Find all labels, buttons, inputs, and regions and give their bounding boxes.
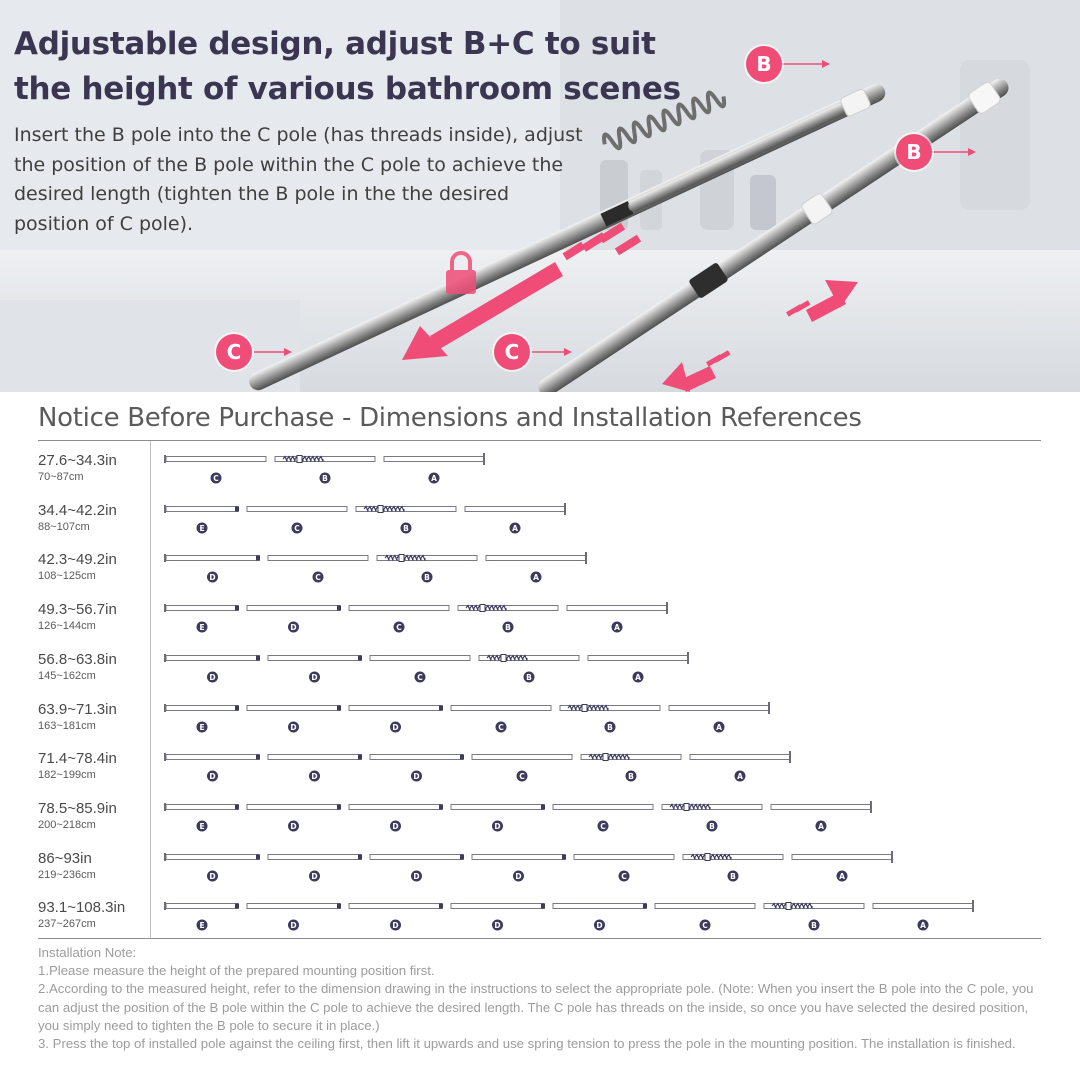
- pole-segment-d: [268, 854, 362, 859]
- pole-segment-d: [349, 904, 443, 909]
- part-letter: C: [621, 871, 627, 881]
- note-step-1: 1.Please measure the height of the prepared mounting position first.: [38, 963, 435, 979]
- pole-segment-a: [384, 453, 485, 465]
- part-letter: D: [596, 921, 603, 931]
- part-letter: B: [322, 474, 328, 483]
- height-range-cm: 163~181cm: [38, 719, 96, 732]
- pole-segment-b: [662, 803, 762, 810]
- part-letter: C: [396, 623, 402, 633]
- part-letter: B: [628, 772, 634, 782]
- part-label-d: [207, 671, 218, 682]
- part-label-a: [429, 473, 440, 484]
- part-label-a: [633, 671, 644, 682]
- height-range-cm: 219~236cm: [38, 868, 96, 881]
- pole-segment-d: [247, 804, 341, 809]
- part-label-a: [531, 572, 542, 583]
- part-label-a: [612, 622, 623, 633]
- pole-segment-a: [690, 751, 791, 763]
- pole-segment-b: [683, 853, 783, 860]
- installation-notes: [38, 944, 1038, 1053]
- part-letter: E: [199, 821, 205, 831]
- pole-segment-e: [164, 803, 239, 811]
- part-label-d: [390, 820, 401, 831]
- part-label-b: [707, 820, 718, 831]
- part-letter: D: [413, 772, 420, 782]
- pole-assembly-diagram: [38, 789, 1041, 839]
- part-label-d: [411, 870, 422, 881]
- part-letter: C: [315, 573, 321, 583]
- pole-segment-a: [873, 900, 974, 912]
- part-letter: D: [209, 573, 216, 583]
- dimension-row: [38, 839, 1041, 889]
- dimension-row: [38, 888, 1041, 938]
- part-label-a: [510, 522, 521, 533]
- dimension-row: [38, 540, 1041, 590]
- part-letter: D: [290, 722, 297, 732]
- part-letter: B: [403, 523, 409, 533]
- part-label-c: [496, 721, 507, 732]
- label-b-upper: B: [746, 46, 782, 82]
- pole-segment-d: [349, 804, 443, 809]
- height-range-inches: 63.9~71.3in: [38, 700, 117, 718]
- part-letter: D: [209, 871, 216, 881]
- part-letter: C: [519, 772, 525, 782]
- part-letter: D: [515, 871, 522, 881]
- part-label-d: [411, 771, 422, 782]
- pole-assembly-diagram: [38, 441, 1041, 491]
- part-letter: A: [920, 921, 926, 931]
- height-range-cm: 88~107cm: [38, 520, 90, 533]
- part-label-d: [390, 721, 401, 732]
- part-letter: B: [607, 722, 613, 732]
- part-label-b: [605, 721, 616, 732]
- part-label-b: [422, 572, 433, 583]
- part-letter: D: [392, 821, 399, 831]
- part-letter: A: [635, 672, 641, 682]
- part-label-c: [598, 820, 609, 831]
- height-range-inches: 71.4~78.4in: [38, 750, 117, 768]
- pole-segment-d: [370, 854, 464, 859]
- part-label-b: [320, 473, 331, 484]
- part-letter: D: [209, 772, 216, 782]
- pole-segment-b: [560, 704, 660, 711]
- pole-segment-a: [792, 851, 893, 863]
- part-label-d: [207, 870, 218, 881]
- pole-segment-b: [764, 903, 864, 910]
- part-label-c: [619, 870, 630, 881]
- pole-segment-b: [356, 505, 456, 512]
- height-range-inches: 49.3~56.7in: [38, 601, 117, 619]
- pole-segment-d: [164, 753, 260, 761]
- pole-segment-c: [247, 506, 347, 511]
- part-label-c: [415, 671, 426, 682]
- pole-segment-d: [451, 904, 545, 909]
- pole-segment-d: [164, 853, 260, 861]
- pole-assembly-diagram: [38, 640, 1041, 690]
- pole-segment-e: [164, 902, 239, 910]
- part-label-d: [309, 870, 320, 881]
- pole-segment-c: [164, 455, 266, 463]
- part-letter: E: [199, 523, 205, 533]
- dimensions-title: Notice Before Purchase - Dimensions and Installation References: [38, 403, 862, 433]
- pole-segment-d: [268, 755, 362, 760]
- part-letter: D: [311, 772, 318, 782]
- pole-assembly-diagram: [38, 590, 1041, 640]
- dimension-row: [38, 590, 1041, 640]
- hero-headline: Adjustable design, adjust B+C to suit the height of various bathroom scenes: [14, 26, 681, 107]
- height-range-cm: 70~87cm: [38, 471, 84, 483]
- dimension-row: [38, 789, 1041, 839]
- height-range-cm: 126~144cm: [38, 620, 96, 633]
- part-letter: D: [290, 623, 297, 633]
- pole-segment-b: [377, 555, 477, 562]
- height-range-cm: 200~218cm: [38, 818, 96, 831]
- label-c-upper: C: [216, 334, 252, 370]
- note-step-2: 2.According to the measured height, refer to the dimension drawing in the instructions to select the appropriate pole. (Note: When you insert the B pole into the C pole, you can adjust the position of the B pole within the C pole to achieve the desired length. The C pole has threads on the inside, so once you have selected the desired position, you simply need to tighten the B pole to secure it in place.): [38, 981, 1034, 1033]
- part-label-d: [288, 622, 299, 633]
- part-letter: A: [737, 772, 743, 782]
- part-letter: A: [614, 623, 620, 633]
- pole-segment-b: [479, 654, 579, 661]
- part-label-b: [728, 870, 739, 881]
- height-range-cm: 108~125cm: [38, 570, 96, 583]
- part-label-a: [918, 920, 929, 931]
- pole-segment-b: [275, 456, 375, 463]
- pole-assembly-diagram: [38, 839, 1041, 889]
- part-letter: A: [512, 523, 518, 533]
- part-label-c: [292, 522, 303, 533]
- part-label-b: [809, 920, 820, 931]
- pole-assembly-diagram: [38, 739, 1041, 789]
- note-step-3: 3. Press the top of installed pole against the ceiling first, then lift it upwards and use spring tension to press the pole in the mounting position. The installation is finished.: [38, 1036, 1016, 1052]
- part-label-e: [197, 820, 208, 831]
- part-label-d: [288, 721, 299, 732]
- pole-assembly-diagram: [38, 888, 1041, 938]
- part-label-d: [492, 820, 503, 831]
- part-letter: A: [431, 474, 437, 483]
- pole-segment-c: [574, 854, 674, 859]
- part-letter: E: [199, 623, 205, 633]
- part-label-a: [714, 721, 725, 732]
- pole-segment-e: [164, 704, 239, 712]
- part-label-e: [197, 721, 208, 732]
- table-bottom-divider: [38, 938, 1041, 939]
- height-range-cm: 145~162cm: [38, 669, 96, 682]
- pole-segment-a: [771, 801, 872, 813]
- hero-banner: [0, 0, 1080, 392]
- dimension-row: [38, 690, 1041, 740]
- part-letter: A: [818, 821, 824, 831]
- height-range-inches: 34.4~42.2in: [38, 501, 117, 519]
- part-letter: D: [392, 722, 399, 732]
- part-label-d: [207, 572, 218, 583]
- height-range-cm: 182~199cm: [38, 769, 96, 782]
- part-letter: A: [533, 573, 539, 583]
- part-letter: B: [505, 623, 511, 633]
- part-label-c: [700, 920, 711, 931]
- label-b-lower: B: [896, 134, 932, 170]
- hero-description: Insert the B pole into the C pole (has threads inside), adjust the position of the B pole within the C pole to achieve the desired length (tighten the B pole in the the desired position of C pole).: [14, 124, 583, 235]
- part-letter: C: [213, 474, 219, 483]
- pole-segment-b: [581, 754, 681, 761]
- height-range-inches: 27.6~34.3in: [38, 452, 117, 469]
- pole-segment-e: [164, 505, 239, 513]
- pole-segment-d: [370, 755, 464, 760]
- pole-segment-c: [349, 606, 449, 611]
- pole-segment-d: [247, 606, 341, 611]
- part-letter: C: [702, 921, 708, 931]
- pole-segment-b: [458, 605, 558, 612]
- part-letter: D: [311, 672, 318, 682]
- pole-segment-c: [451, 705, 551, 710]
- pole-segment-c: [655, 904, 755, 909]
- part-letter: D: [290, 821, 297, 831]
- dimension-row: [38, 491, 1041, 541]
- part-letter: D: [494, 921, 501, 931]
- pole-segment-c: [268, 556, 368, 561]
- part-letter: D: [290, 921, 297, 931]
- pole-segment-a: [669, 702, 770, 714]
- height-range-inches: 78.5~85.9in: [38, 799, 117, 817]
- pole-segment-c: [553, 804, 653, 809]
- part-label-b: [401, 522, 412, 533]
- part-label-c: [394, 622, 405, 633]
- pole-segment-e: [164, 604, 239, 612]
- part-label-b: [524, 671, 535, 682]
- dimension-row: [38, 739, 1041, 789]
- part-label-c: [517, 771, 528, 782]
- height-range-inches: 56.8~63.8in: [38, 650, 117, 668]
- notes-heading: Installation Note:: [38, 945, 137, 960]
- dimension-row: [38, 441, 1041, 491]
- height-range-inches: 86~93in: [38, 849, 92, 867]
- part-label-e: [197, 920, 208, 931]
- part-label-a: [816, 820, 827, 831]
- part-letter: D: [494, 821, 501, 831]
- pole-assembly-diagram: [38, 690, 1041, 740]
- part-label-c: [313, 572, 324, 583]
- part-letter: D: [392, 921, 399, 931]
- pole-segment-d: [472, 854, 566, 859]
- pole-segment-a: [588, 652, 689, 664]
- pole-segment-a: [465, 503, 566, 515]
- part-label-d: [513, 870, 524, 881]
- part-letter: A: [716, 722, 722, 732]
- height-range-inches: 42.3~49.2in: [38, 551, 117, 569]
- part-label-d: [207, 771, 218, 782]
- part-label-e: [197, 622, 208, 633]
- part-label-d: [390, 920, 401, 931]
- part-letter: C: [294, 523, 300, 533]
- part-letter: C: [600, 821, 606, 831]
- part-letter: A: [839, 871, 845, 881]
- pole-segment-d: [268, 655, 362, 660]
- part-label-e: [197, 522, 208, 533]
- part-letter: D: [311, 871, 318, 881]
- pole-segment-a: [567, 602, 668, 614]
- part-label-c: [211, 473, 222, 484]
- part-label-a: [735, 771, 746, 782]
- pole-segment-d: [349, 705, 443, 710]
- part-letter: C: [417, 672, 423, 682]
- part-letter: C: [498, 722, 504, 732]
- pole-segment-c: [472, 755, 572, 760]
- part-letter: D: [413, 871, 420, 881]
- part-letter: B: [730, 871, 736, 881]
- pole-segment-d: [553, 904, 647, 909]
- height-range-inches: 93.1~108.3in: [38, 899, 126, 917]
- pole-segment-d: [247, 904, 341, 909]
- part-letter: B: [811, 921, 817, 931]
- dimension-row: [38, 640, 1041, 690]
- part-label-d: [309, 671, 320, 682]
- part-label-d: [309, 771, 320, 782]
- part-label-b: [503, 622, 514, 633]
- part-label-d: [288, 820, 299, 831]
- pole-segment-d: [451, 804, 545, 809]
- label-c-lower: C: [494, 334, 530, 370]
- part-letter: B: [424, 573, 430, 583]
- pole-segment-d: [247, 705, 341, 710]
- part-label-d: [594, 920, 605, 931]
- part-label-a: [837, 870, 848, 881]
- part-letter: B: [526, 672, 532, 682]
- part-label-d: [492, 920, 503, 931]
- part-letter: E: [199, 921, 205, 931]
- part-label-d: [288, 920, 299, 931]
- height-range-cm: 237~267cm: [38, 918, 96, 931]
- part-letter: E: [199, 722, 205, 732]
- pole-segment-d: [164, 554, 260, 562]
- part-label-b: [626, 771, 637, 782]
- pole-assembly-diagram: [38, 491, 1041, 541]
- part-letter: B: [709, 821, 715, 831]
- pole-segment-c: [370, 655, 470, 660]
- pole-segment-d: [164, 654, 260, 662]
- part-letter: D: [209, 672, 216, 682]
- pole-segment-a: [486, 552, 587, 564]
- pole-assembly-diagram: [38, 540, 1041, 590]
